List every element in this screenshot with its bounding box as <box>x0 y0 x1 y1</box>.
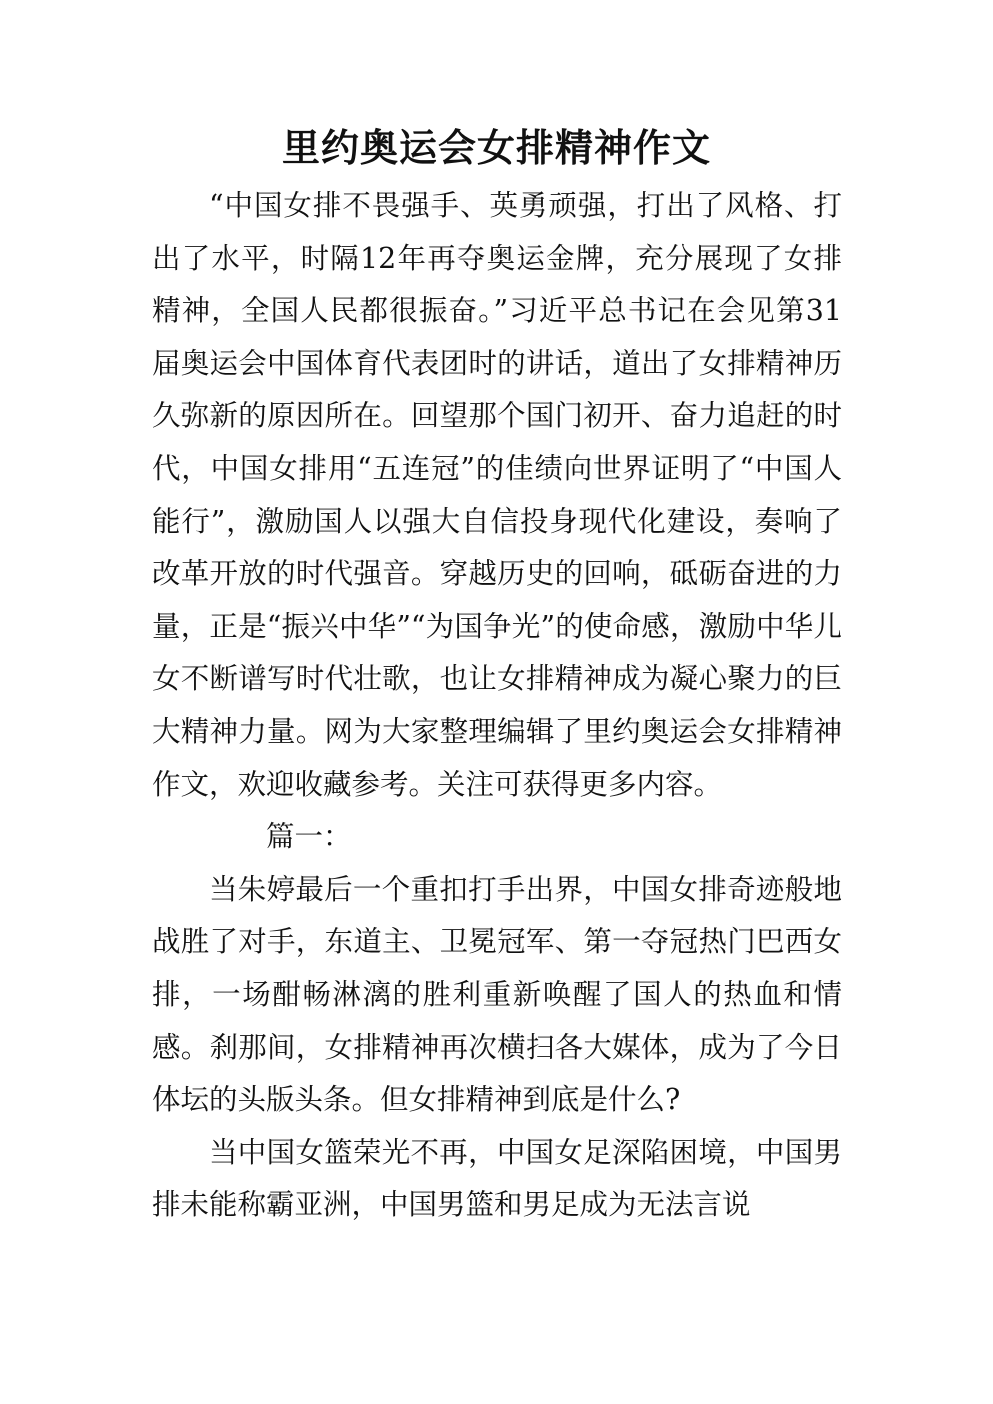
paragraph: 当朱婷最后一个重扣打手出界，中国女排奇迹般地战胜了对手，东道主、卫冕冠军、第一夺冠热门巴西女排，一场酣畅淋漓的胜利重新唤醒了国人的热血和情感。刹那间，女排精神再次横扫各大媒体，成为了今日体坛的头版头条。但女排精神到底是什么? <box>152 872 842 1117</box>
paragraph-intro: “中国女排不畏强手、英勇顽强，打出了风格、打出了水平，时隔12年再夺奥运金牌，充分展现了女排精神，全国人民都很振奋。”习近平总书记在会见第31届奥运会中国体育代表团时的讲话，道出了女排精神历久弥新的原因所在。回望那个国门初开、奋力追赶的时代，中国女排用“五连冠”的佳绩向世界证明了“中国人能行”，激励国人以强大自信投身现代化建设，奏响了改革开放的时代强音。穿越历史的回响，砥砺奋进的力量，正是“振兴中华”“为国争光”的使命感，激励中华儿女不断谱写时代壮歌，也让女排精神成为凝心聚力的巨大精神力量。网为大家整理编辑了里约奥运会女排精神作文，欢迎收藏参考。关注可获得更多内容。 <box>152 189 842 801</box>
paragraph: 当中国女篮荣光不再，中国女足深陷困境，中国男排未能称霸亚洲，中国男篮和男足成为无法言说 <box>152 1135 842 1222</box>
document-title: 里约奥运会女排精神作文 <box>281 126 711 170</box>
section-heading: 篇一： <box>266 820 352 854</box>
document-body <box>152 180 842 1232</box>
